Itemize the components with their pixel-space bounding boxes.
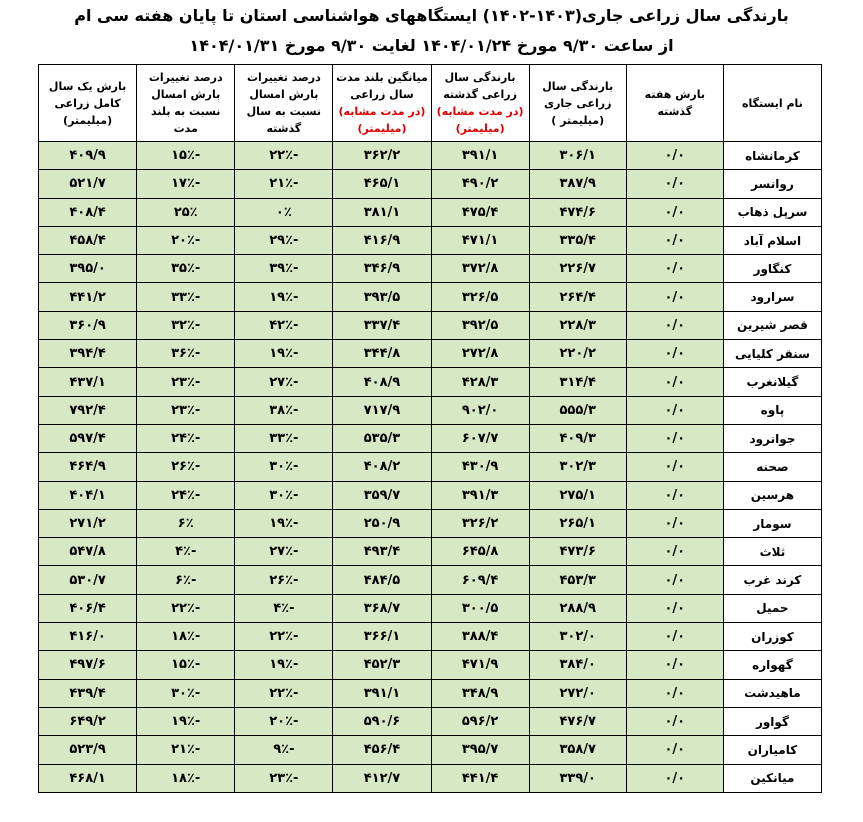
value-cell: -۱۸٪ <box>137 764 235 792</box>
value-cell: -۳۲٪ <box>137 311 235 339</box>
value-cell: ۰/۰ <box>626 368 723 396</box>
value-cell: ۴۴۱/۲ <box>39 283 137 311</box>
value-cell: ۵۹۶/۲ <box>431 707 529 735</box>
value-cell: ۰/۰ <box>626 538 723 566</box>
value-cell: ۶۴۹/۲ <box>39 707 137 735</box>
value-cell: ۴۷۱/۹ <box>431 651 529 679</box>
table-title: بارندگی سال زراعی جاری(۱۴۰۳-۱۴۰۲) ایستگاههای هواشناسی استان تا پایان هفته سی ام <box>74 6 789 25</box>
table-row <box>39 198 822 226</box>
station-name-cell: صحنه <box>723 453 821 481</box>
station-name-cell: گیلانغرب <box>723 368 821 396</box>
value-cell: -۲۲٪ <box>235 623 333 651</box>
value-cell: ۷۹۲/۴ <box>39 396 137 424</box>
value-cell: ۴۰۸/۴ <box>39 198 137 226</box>
header-note: (در مدت مشابه) <box>436 105 524 118</box>
value-cell: ۰/۰ <box>626 142 723 170</box>
value-cell: -۳۰٪ <box>235 453 333 481</box>
value-cell: ۳۵۹/۷ <box>333 481 431 509</box>
value-cell: ۰/۰ <box>626 453 723 481</box>
header-note: (میلیمتر) <box>455 122 505 135</box>
value-cell: ۳۰۶/۱ <box>529 142 626 170</box>
table-row <box>39 538 822 566</box>
value-cell: ۴۳۷/۱ <box>39 368 137 396</box>
value-cell: ۳۰۲/۰ <box>529 623 626 651</box>
value-cell: -۴٪ <box>137 538 235 566</box>
value-cell: ۳۶۲/۲ <box>333 142 431 170</box>
station-name-cell: سنقر کلیایی <box>723 340 821 368</box>
value-cell: ۰٪ <box>235 198 333 226</box>
rainfall-table <box>38 64 822 793</box>
value-cell: ۰/۰ <box>626 311 723 339</box>
value-cell: -۳۰٪ <box>235 481 333 509</box>
value-cell: -۳۳٪ <box>235 424 333 452</box>
table-row <box>39 311 822 339</box>
value-cell: ۲۲۶/۷ <box>529 255 626 283</box>
station-name-cell: سرارود <box>723 283 821 311</box>
value-cell: ۳۳۵/۴ <box>529 226 626 254</box>
header-line: سال زراعی <box>350 88 414 101</box>
value-cell: ۴۳۹/۴ <box>39 679 137 707</box>
value-cell: ۶۰۹/۴ <box>431 566 529 594</box>
value-cell: ۶۰۷/۷ <box>431 424 529 452</box>
table-row <box>39 481 822 509</box>
value-cell: ۳۷۲/۸ <box>431 255 529 283</box>
value-cell: ۰/۰ <box>626 198 723 226</box>
header-line: بارش هفته <box>644 88 705 101</box>
value-cell: ۴۰۸/۹ <box>333 368 431 396</box>
table-row <box>39 226 822 254</box>
value-cell: ۲۲۸/۳ <box>529 311 626 339</box>
header-line: بارش امسال <box>151 88 221 101</box>
value-cell: -۲۰٪ <box>235 707 333 735</box>
value-cell: ۲۵۰/۹ <box>333 509 431 537</box>
value-cell: -۲۷٪ <box>235 368 333 396</box>
value-cell: -۱۷٪ <box>137 170 235 198</box>
station-name-cell: کامیاران <box>723 736 821 764</box>
value-cell: ۵۴۷/۸ <box>39 538 137 566</box>
value-cell: -۹٪ <box>235 736 333 764</box>
station-name-cell: گواور <box>723 707 821 735</box>
value-cell: -۲۳٪ <box>137 396 235 424</box>
header-line: گذشته <box>657 105 693 118</box>
value-cell: ۴۶۴/۹ <box>39 453 137 481</box>
value-cell: -۳۵٪ <box>137 255 235 283</box>
value-cell: ۴۷۵/۴ <box>431 198 529 226</box>
table-row <box>39 255 822 283</box>
value-cell: ۳۱۴/۴ <box>529 368 626 396</box>
table-row <box>39 623 822 651</box>
station-name-cell: کرند غرب <box>723 566 821 594</box>
value-cell: -۱۸٪ <box>137 623 235 651</box>
value-cell: ۳۳۷/۴ <box>333 311 431 339</box>
header-line: میانگین بلند مدت <box>336 71 428 84</box>
value-cell: ۰/۰ <box>626 707 723 735</box>
value-cell: ۰/۰ <box>626 226 723 254</box>
value-cell: ۳۳۹/۰ <box>529 764 626 792</box>
value-cell: ۳۸۴/۰ <box>529 651 626 679</box>
station-name-cell: هرسین <box>723 481 821 509</box>
value-cell: -۲۶٪ <box>235 566 333 594</box>
col-current-year-rain-header <box>529 65 626 142</box>
value-cell: ۴۰۶/۴ <box>39 594 137 622</box>
table-body <box>39 142 822 793</box>
value-cell: ۰/۰ <box>626 283 723 311</box>
value-cell: ۳۴۶/۹ <box>333 255 431 283</box>
table-row <box>39 707 822 735</box>
value-cell: ۲۲۰/۲ <box>529 340 626 368</box>
value-cell: ۴۶۵/۱ <box>333 170 431 198</box>
value-cell: ۰/۰ <box>626 255 723 283</box>
value-cell: ۴۰۴/۱ <box>39 481 137 509</box>
value-cell: -۲۴٪ <box>137 424 235 452</box>
value-cell: ۰/۰ <box>626 679 723 707</box>
value-cell: ۳۹۲/۵ <box>431 311 529 339</box>
value-cell: ۰/۰ <box>626 170 723 198</box>
value-cell: -۳۸٪ <box>235 396 333 424</box>
value-cell: ۳۹۵/۰ <box>39 255 137 283</box>
value-cell: ۳۶۸/۷ <box>333 594 431 622</box>
header-line: نسبت به سال <box>246 105 322 118</box>
value-cell: ۵۳۵/۳ <box>333 424 431 452</box>
value-cell: ۴۵۲/۳ <box>333 651 431 679</box>
value-cell: ۴۸۴/۵ <box>333 566 431 594</box>
col-change-vs-last-year-header <box>235 65 333 142</box>
value-cell: ۵۲۱/۷ <box>39 170 137 198</box>
station-name-cell: کوزران <box>723 623 821 651</box>
col-station-name-header <box>723 65 821 142</box>
station-name-cell: گهواره <box>723 651 821 679</box>
value-cell: -۶٪ <box>137 566 235 594</box>
table-row <box>39 679 822 707</box>
value-cell: ۴۷۳/۶ <box>529 538 626 566</box>
value-cell: ۷۱۷/۹ <box>333 396 431 424</box>
value-cell: ۴۱۲/۷ <box>333 764 431 792</box>
station-name-cell: کرمانشاه <box>723 142 821 170</box>
value-cell: ۳۹۱/۱ <box>333 679 431 707</box>
table-row <box>39 764 822 792</box>
value-cell: -۱۵٪ <box>137 142 235 170</box>
value-cell: ۵۹۰/۶ <box>333 707 431 735</box>
value-cell: ۳۹۵/۷ <box>431 736 529 764</box>
value-cell: ۴۷۴/۶ <box>529 198 626 226</box>
value-cell: ۶۴۵/۸ <box>431 538 529 566</box>
value-cell: ۳۹۱/۳ <box>431 481 529 509</box>
value-cell: -۱۹٪ <box>235 283 333 311</box>
value-cell: ۴۴۱/۴ <box>431 764 529 792</box>
table-row <box>39 736 822 764</box>
header-line: گذشته <box>266 122 302 135</box>
value-cell: ۴۷۶/۷ <box>529 707 626 735</box>
station-name-cell: قصر شیرین <box>723 311 821 339</box>
value-cell: -۲۰٪ <box>137 226 235 254</box>
header-line: زراعی جاری <box>544 96 612 110</box>
header-line: نام ایستگاه <box>742 96 803 110</box>
value-cell: ۲۶۵/۱ <box>529 509 626 537</box>
header-line: نسبت به بلند <box>151 105 221 118</box>
value-cell: ۰/۰ <box>626 509 723 537</box>
value-cell: ۰/۰ <box>626 566 723 594</box>
table-row <box>39 368 822 396</box>
value-cell: ۰/۰ <box>626 481 723 509</box>
col-change-vs-long-term-header <box>137 65 235 142</box>
value-cell: ۵۵۵/۳ <box>529 396 626 424</box>
header-line: (میلیمتر) <box>63 113 113 127</box>
station-name-cell: ثلاث <box>723 538 821 566</box>
table-row <box>39 283 822 311</box>
header-note: (میلیمتر) <box>357 122 407 135</box>
value-cell: ۳۸۱/۱ <box>333 198 431 226</box>
value-cell: -۱۹٪ <box>137 707 235 735</box>
value-cell: ۲۷۲/۰ <box>529 679 626 707</box>
value-cell: -۳۰٪ <box>137 679 235 707</box>
value-cell: -۲۳٪ <box>235 764 333 792</box>
table-row <box>39 651 822 679</box>
value-cell: -۲۱٪ <box>235 170 333 198</box>
value-cell: ۳۰۲/۳ <box>529 453 626 481</box>
value-cell: ۰/۰ <box>626 594 723 622</box>
station-name-cell: اسلام آباد <box>723 226 821 254</box>
value-cell: ۳۲۶/۲ <box>431 509 529 537</box>
value-cell: -۱۵٪ <box>137 651 235 679</box>
col-last-week-rain-header <box>626 65 723 142</box>
value-cell: ۳۹۱/۱ <box>431 142 529 170</box>
value-cell: ۳۴۸/۹ <box>431 679 529 707</box>
station-name-cell: پاوه <box>723 396 821 424</box>
value-cell: -۱۹٪ <box>235 509 333 537</box>
station-name-cell: سومار <box>723 509 821 537</box>
value-cell: ۰/۰ <box>626 340 723 368</box>
table-row <box>39 566 822 594</box>
value-cell: ۴۹۷/۶ <box>39 651 137 679</box>
value-cell: ۲۷۱/۲ <box>39 509 137 537</box>
value-cell: ۳۴۴/۸ <box>333 340 431 368</box>
station-name-cell: سرپل ذهاب <box>723 198 821 226</box>
table-row <box>39 509 822 537</box>
station-name-cell: حمیل <box>723 594 821 622</box>
col-last-year-rain-header <box>431 65 529 142</box>
value-cell: ۲۶۴/۴ <box>529 283 626 311</box>
value-cell: ۳۹۴/۴ <box>39 340 137 368</box>
table-row <box>39 396 822 424</box>
table-row <box>39 594 822 622</box>
value-cell: ۳۶۰/۹ <box>39 311 137 339</box>
value-cell: ۳۶۶/۱ <box>333 623 431 651</box>
header-line: درصد تغییرات <box>246 71 321 84</box>
value-cell: ۰/۰ <box>626 396 723 424</box>
value-cell: -۲۴٪ <box>137 481 235 509</box>
value-cell: ۴۱۶/۹ <box>333 226 431 254</box>
header-line: درصد تغییرات <box>148 71 223 84</box>
value-cell: ۴۰۹/۳ <box>529 424 626 452</box>
value-cell: ۲۵٪ <box>137 198 235 226</box>
value-cell: ۲۷۵/۱ <box>529 481 626 509</box>
station-name-cell: ماهیدشت <box>723 679 821 707</box>
value-cell: ۶٪ <box>137 509 235 537</box>
value-cell: ۴۵۸/۴ <box>39 226 137 254</box>
value-cell: ۳۸۸/۴ <box>431 623 529 651</box>
value-cell: ۴۳۰/۹ <box>431 453 529 481</box>
header-line: بارندگی سال <box>444 71 516 84</box>
value-cell: ۰/۰ <box>626 764 723 792</box>
value-cell: ۲۸۸/۹ <box>529 594 626 622</box>
header-line: مدت <box>173 122 198 135</box>
value-cell: -۲۲٪ <box>137 594 235 622</box>
value-cell: -۲۹٪ <box>235 226 333 254</box>
value-cell: ۳۸۷/۹ <box>529 170 626 198</box>
value-cell: ۳۵۸/۷ <box>529 736 626 764</box>
header-line: بارش امسال <box>249 88 319 101</box>
table-row <box>39 424 822 452</box>
value-cell: ۳۲۶/۵ <box>431 283 529 311</box>
value-cell: -۲۷٪ <box>235 538 333 566</box>
station-name-cell: کنگاور <box>723 255 821 283</box>
value-cell: ۵۳۰/۷ <box>39 566 137 594</box>
value-cell: ۴۰۸/۲ <box>333 453 431 481</box>
col-long-term-mean-header <box>333 65 431 142</box>
value-cell: -۲۲٪ <box>235 142 333 170</box>
header-row <box>39 65 822 142</box>
station-name-cell: میانکین <box>723 764 821 792</box>
value-cell: ۴۹۳/۴ <box>333 538 431 566</box>
table-row <box>39 142 822 170</box>
value-cell: -۱۹٪ <box>235 340 333 368</box>
value-cell: ۴۹۰/۲ <box>431 170 529 198</box>
value-cell: ۴۶۸/۱ <box>39 764 137 792</box>
header-line: بارش یک سال <box>48 79 127 93</box>
header-line: بارندگی سال <box>542 79 614 93</box>
value-cell: ۰/۰ <box>626 424 723 452</box>
value-cell: ۳۰۰/۵ <box>431 594 529 622</box>
value-cell: ۴۵۳/۳ <box>529 566 626 594</box>
value-cell: -۲۱٪ <box>137 736 235 764</box>
value-cell: -۲۶٪ <box>137 453 235 481</box>
value-cell: ۵۲۳/۹ <box>39 736 137 764</box>
value-cell: -۳۹٪ <box>235 255 333 283</box>
value-cell: ۴۷۱/۱ <box>431 226 529 254</box>
header-line: زراعی گذشته <box>443 88 517 101</box>
value-cell: ۳۹۳/۵ <box>333 283 431 311</box>
value-cell: -۳۳٪ <box>137 283 235 311</box>
value-cell: -۴٪ <box>235 594 333 622</box>
value-cell: ۵۹۷/۴ <box>39 424 137 452</box>
header-note: (در مدت مشابه) <box>338 105 426 118</box>
value-cell: -۲۳٪ <box>137 368 235 396</box>
value-cell: ۲۷۲/۸ <box>431 340 529 368</box>
value-cell: ۰/۰ <box>626 651 723 679</box>
value-cell: ۰/۰ <box>626 623 723 651</box>
value-cell: ۴۵۶/۴ <box>333 736 431 764</box>
value-cell: -۲۲٪ <box>235 679 333 707</box>
table-row <box>39 170 822 198</box>
table-subtitle: از ساعت ۹/۳۰ مورخ ۱۴۰۴/۰۱/۲۴ لغایت ۹/۳۰ مورخ ۱۴۰۴/۰۱/۳۱ <box>189 36 674 55</box>
table-row <box>39 453 822 481</box>
value-cell: ۹۰۲/۰ <box>431 396 529 424</box>
value-cell: -۱۹٪ <box>235 651 333 679</box>
header-line: کامل زراعی <box>54 96 121 110</box>
value-cell: -۳۶٪ <box>137 340 235 368</box>
value-cell: ۰/۰ <box>626 736 723 764</box>
station-name-cell: روانسر <box>723 170 821 198</box>
value-cell: -۴۲٪ <box>235 311 333 339</box>
value-cell: ۴۲۸/۳ <box>431 368 529 396</box>
station-name-cell: جوانرود <box>723 424 821 452</box>
value-cell: ۴۰۹/۹ <box>39 142 137 170</box>
col-full-year-rain-header <box>39 65 137 142</box>
value-cell: ۴۱۶/۰ <box>39 623 137 651</box>
table-row <box>39 340 822 368</box>
header-line: (میلیمتر ) <box>551 113 605 127</box>
